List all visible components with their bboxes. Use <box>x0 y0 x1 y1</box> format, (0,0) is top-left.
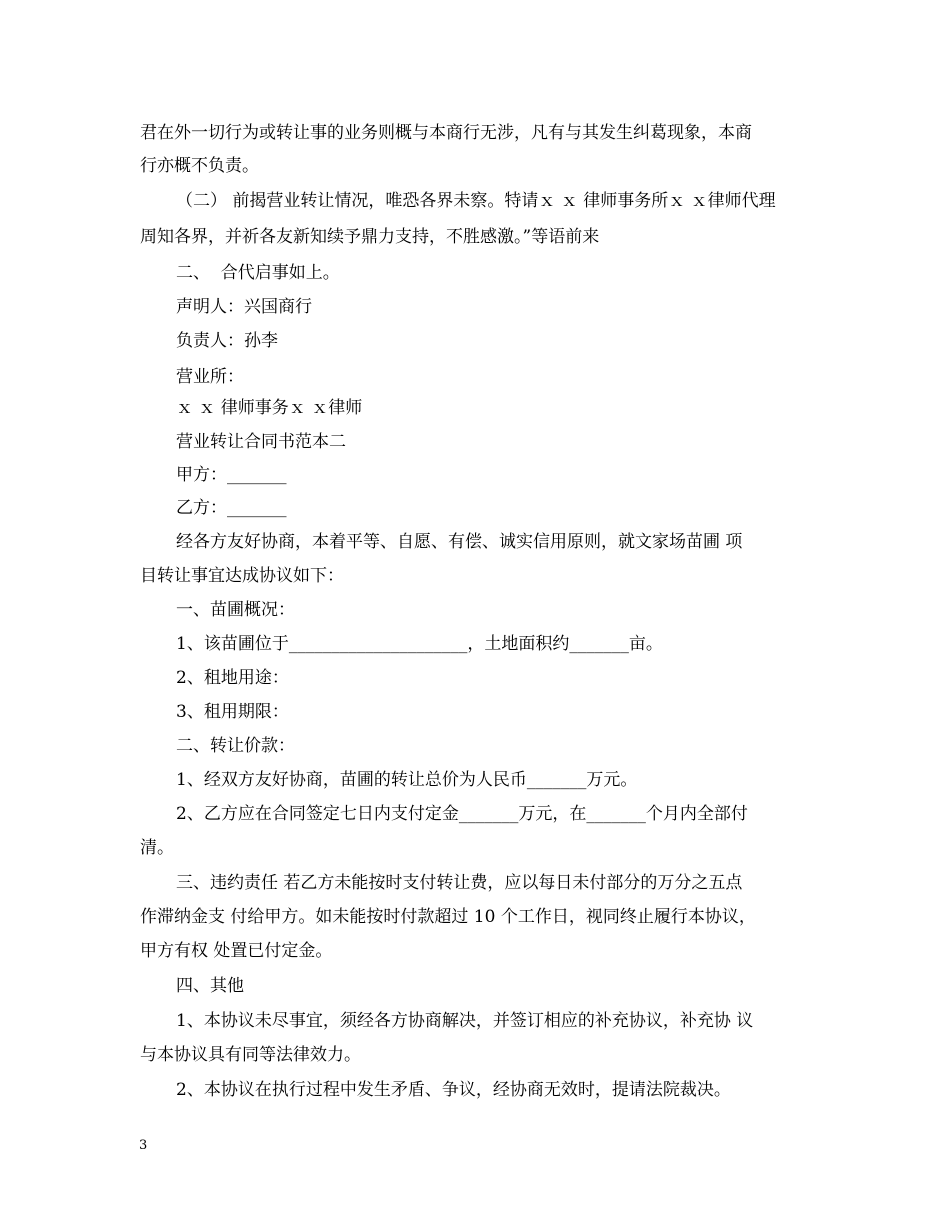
paragraph-line: 君在外一切行为或转让事的业务则概与本商行无涉，凡有与其发生纠葛现象，本商 <box>140 123 752 143</box>
paragraph-line: 1、本协议未尽事宜，须经各方协商解决，并签订相应的补充协议，补充协 议 <box>176 1011 754 1031</box>
paragraph-line: 3、租用期限： <box>176 702 289 722</box>
paragraph-line: 目转让事宜达成协议如下： <box>140 566 344 586</box>
paragraph-line: 声明人：兴国商行 <box>176 297 312 317</box>
paragraph-line: 2、乙方应在合同签定七日内支付定金_______万元，在_______个月内全部付 <box>176 804 748 824</box>
paragraph-line: 2、租地用途： <box>176 668 289 688</box>
paragraph-line: （二） 前揭营业转让情况，唯恐各界未察。特请ｘ ｘ 律师事务所ｘ ｘ律师代理 <box>176 191 776 211</box>
paragraph-line: 二、 合代启事如上。 <box>176 263 340 283</box>
paragraph-line: 2、本协议在执行过程中发生矛盾、争议，经协商无效时，提请法院裁决。 <box>176 1080 731 1100</box>
paragraph-line: 营业所： <box>176 367 244 387</box>
paragraph-line: 行亦概不负责。 <box>140 156 259 176</box>
paragraph-line: 1、经双方友好协商，苗圃的转让总价为人民币_______万元。 <box>176 770 638 790</box>
paragraph-line: 营业转让合同书范本二 <box>176 432 346 452</box>
paragraph-line: 1、该苗圃位于_____________________，土地面积约_______亩。 <box>176 634 663 654</box>
paragraph-line: 周知各界，并祈各友新知续予鼎力支持，不胜感激。”等语前来 <box>140 227 600 247</box>
paragraph-line: 经各方友好协商，本着平等、自愿、有偿、诚实信用原则，就文家场苗圃 项 <box>176 532 743 552</box>
paragraph-line: 一、苗圃概况： <box>176 600 295 620</box>
paragraph-line: 甲方：_______ <box>176 465 287 485</box>
paragraph-line: 甲方有权 处置已付定金。 <box>140 941 333 961</box>
paragraph-line: 与本协议具有同等法律效力。 <box>140 1045 361 1065</box>
paragraph-line: 二、转让价款： <box>176 736 295 756</box>
paragraph-line: 作滞纳金支 付给甲方。如未能按时付款超过 10 个工作日，视同终止履行本协议， <box>140 907 756 927</box>
paragraph-line: 清。 <box>140 838 174 858</box>
paragraph-line: 乙方：_______ <box>176 498 287 518</box>
paragraph-line: ｘ ｘ 律师事务ｘ ｘ律师 <box>176 398 363 418</box>
paragraph-line: 负责人：孙李 <box>176 331 278 351</box>
paragraph-line: 三、违约责任 若乙方未能按时支付转让费，应以每日未付部分的万分之五点 <box>176 873 743 893</box>
paragraph-line: 四、其他 <box>176 976 244 996</box>
page-number: 3 <box>139 1138 148 1153</box>
